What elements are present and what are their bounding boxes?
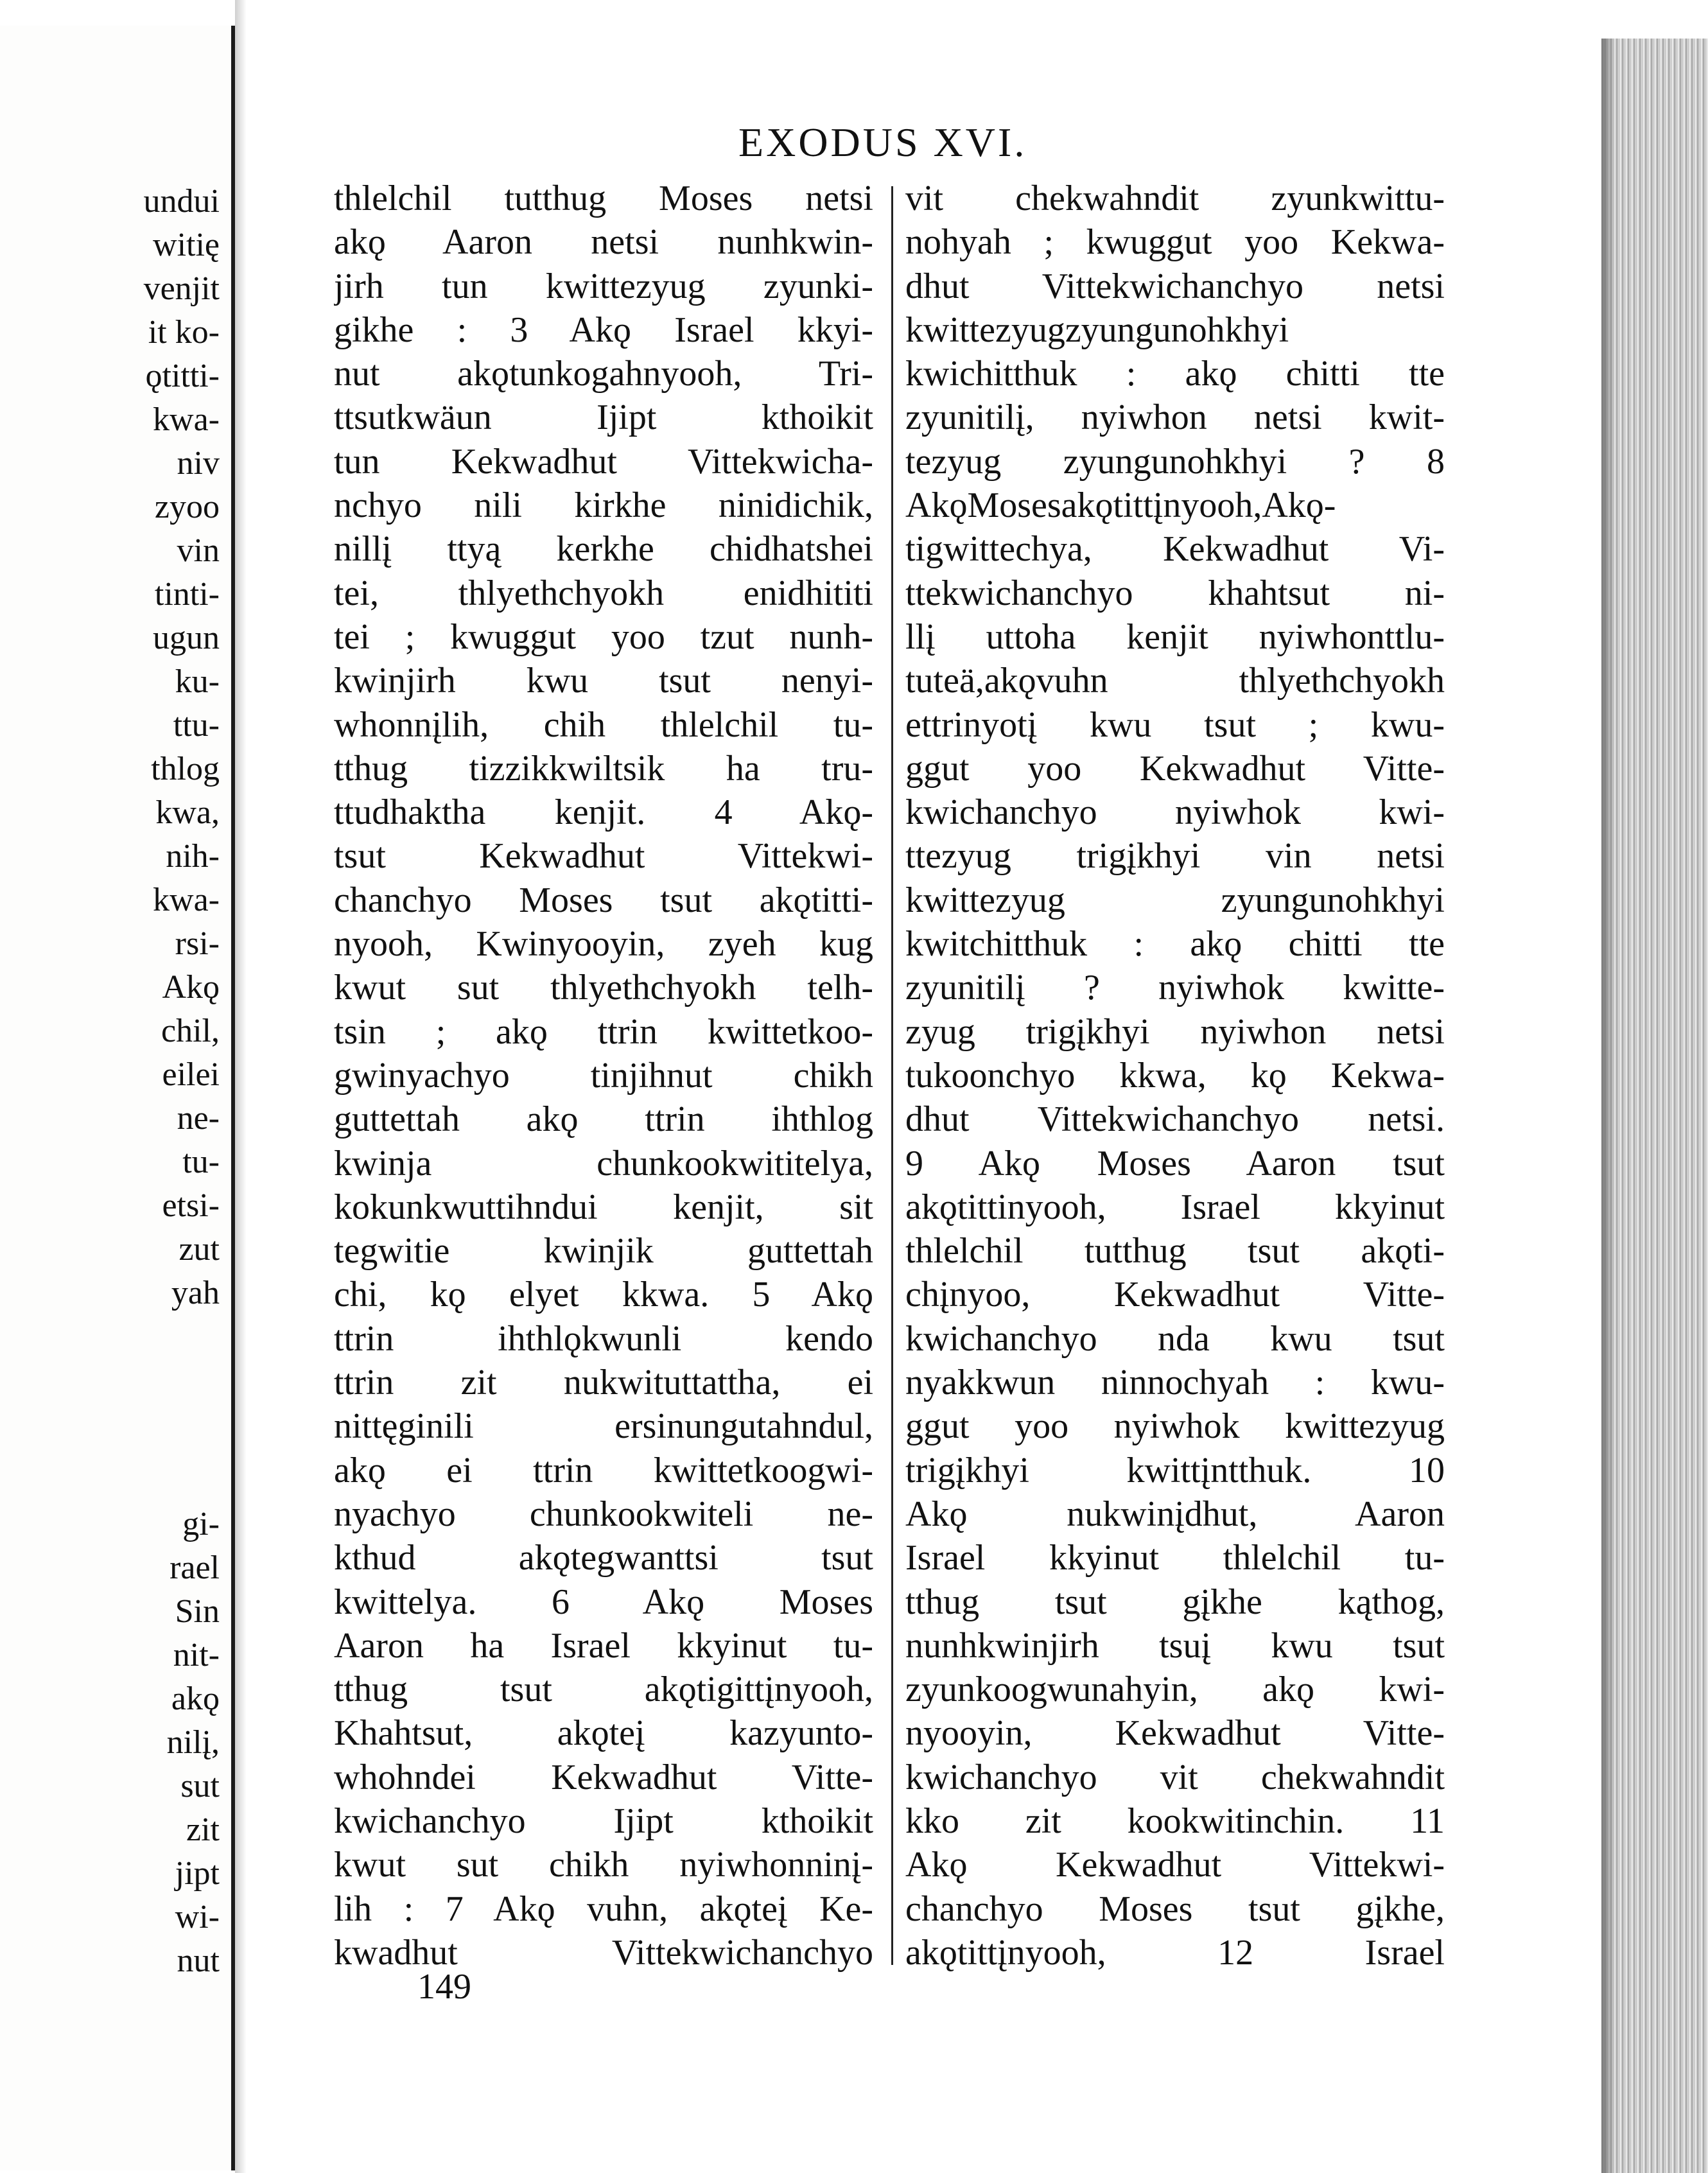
text-line: kwa- — [153, 401, 220, 438]
text-line: guttettah akǫ ttrin ihthlog — [334, 1099, 873, 1140]
text-line: venjit — [143, 270, 220, 307]
text-line: chi, kǫ elyet kkwa. 5 Akǫ — [334, 1275, 873, 1315]
text-line: tukoonchyo kkwa, kǫ Kekwa- — [905, 1055, 1445, 1095]
page-edges — [1601, 39, 1708, 2173]
text-line: gwinyachyo tinjihnut chikh — [334, 1055, 873, 1095]
text-line: nit- — [173, 1637, 220, 1673]
text-line: yah — [171, 1275, 220, 1311]
text-line: vin — [177, 532, 220, 569]
text-line: kwa- — [153, 882, 220, 918]
text-line: chil, — [161, 1013, 220, 1049]
text-line: tezyug zyungunohkhyi ? 8 — [905, 441, 1445, 482]
previous-page-text-lower — [1, 1503, 220, 1983]
text-line: thlog — [151, 751, 220, 787]
text-line: tigwittechya, Kekwadhut Vi- — [905, 529, 1445, 570]
text-line: nut akǫtunkogahnyooh, Tri- — [334, 354, 873, 394]
text-line: tthug tsut akǫtigittįnyooh, — [334, 1670, 873, 1710]
text-line: akǫtittįnyooh, 12 Israel — [905, 1932, 1445, 1973]
text-line: ttsutkwäun Ijipt kthoikit — [334, 397, 873, 438]
text-line: thlelchil tutthug tsut akǫti- — [905, 1231, 1445, 1271]
text-line: rsi- — [175, 925, 220, 962]
text-line: nyooh, Kwinyooyin, zyeh kug — [334, 924, 873, 964]
text-line: kthud akǫtegwanttsi tsut — [334, 1538, 873, 1578]
text-line: nut — [177, 1942, 220, 1979]
text-line: chįnyoo, Kekwadhut Vitte- — [905, 1275, 1445, 1315]
text-line: tu- — [182, 1144, 220, 1180]
text-line: llį uttoha kenjit nyiwhonttlu- — [905, 616, 1445, 657]
text-line: nunhkwinjirh tsuį kwu tsut — [905, 1625, 1445, 1666]
text-line: niv — [177, 445, 220, 482]
text-line: ggut yoo nyiwhok kwittezyug — [905, 1406, 1445, 1447]
text-line: tei ; kwuggut yoo tzut nunh- — [334, 616, 873, 657]
text-line: kwut sut thlyethchyokh telh- — [334, 968, 873, 1008]
text-line: nyooyin, Kekwadhut Vitte- — [905, 1713, 1445, 1754]
text-line: Akǫ Kekwadhut Vittekwi- — [905, 1845, 1445, 1885]
text-line: Akǫ — [162, 969, 220, 1006]
text-line: ggut yoo Kekwadhut Vitte- — [905, 748, 1445, 789]
text-line: tsin ; akǫ ttrin kwittetkoo- — [334, 1011, 873, 1052]
text-line: Khahtsut, akǫteį kazyunto- — [334, 1713, 873, 1754]
text-line: ttudhaktha kenjit. 4 Akǫ- — [334, 792, 873, 833]
text-line: kwitchitthuk : akǫ chitti tte — [905, 924, 1445, 964]
text-line: kwichanchyo Ijipt kthoikit — [334, 1801, 873, 1841]
text-line: zyug trigįkhyi nyiwhon netsi — [905, 1011, 1445, 1052]
text-line: wi- — [175, 1899, 220, 1935]
previous-page-text-upper — [1, 180, 220, 1315]
text-line: jirh tun kwittezyug zyunki- — [334, 266, 873, 306]
text-line: 9 Akǫ Moses Aaron tsut — [905, 1143, 1445, 1183]
text-line: tei, thlyethchyokh enidhititi — [334, 573, 873, 613]
text-line: akǫ ei ttrin kwittetkoogwi- — [334, 1450, 873, 1490]
text-line: tun Kekwadhut Vittekwicha- — [334, 441, 873, 482]
text-line: jipt — [175, 1855, 220, 1892]
book-gutter — [235, 0, 247, 2173]
text-line: kwittezyugzyungunohkhyi — [905, 310, 1289, 350]
text-line: ttekwichanchyo khahtsut ni- — [905, 573, 1445, 613]
text-line: it ko- — [148, 314, 220, 351]
page-edge-shadow — [1601, 39, 1616, 2173]
text-line: nilį, — [166, 1724, 220, 1761]
text-line: AkǫMosesakǫtittįnyooh,Akǫ- — [905, 485, 1336, 526]
text-line: tegwitie kwinjik guttettah — [334, 1231, 873, 1271]
text-line: dhut Vittekwichanchyo netsi — [905, 266, 1445, 306]
text-line: eilei — [162, 1056, 220, 1093]
text-line: trigįkhyi kwittįntthuk. 10 — [905, 1450, 1445, 1490]
text-line: ku- — [175, 663, 220, 700]
text-line: whohndei Kekwadhut Vitte- — [334, 1757, 873, 1797]
text-line: kwadhut Vittekwichanchyo — [334, 1932, 873, 1973]
text-line: tthug tizzikkwiltsik ha tru- — [334, 748, 873, 789]
running-head: EXODUS XVI. — [738, 119, 1027, 165]
text-line: lih : 7 Akǫ vuhn, akǫteį Ke- — [334, 1889, 873, 1929]
text-line: etsi- — [162, 1187, 220, 1224]
text-line: nchyo nili kirkhe ninidichik, — [334, 485, 873, 526]
text-line: ttezyug trigįkhyi vin netsi — [905, 836, 1445, 877]
text-line: ttrin ihthlǫkwunli kendo — [334, 1318, 873, 1359]
text-line: kwichanchyo vit chekwahndit — [905, 1757, 1445, 1797]
text-line: gi- — [182, 1506, 220, 1542]
text-line: dhut Vittekwichanchyo netsi. — [905, 1099, 1445, 1140]
right-text-column — [905, 177, 1445, 1975]
text-line: ttrin zit nukwituttattha, ei — [334, 1363, 873, 1403]
text-line: kwinjirh kwu tsut nenyi- — [334, 661, 873, 701]
text-line: tinti- — [154, 576, 220, 613]
text-line: tuteä,akǫvuhn thlyethchyokh — [905, 661, 1445, 701]
text-line: rael — [170, 1549, 220, 1586]
text-line: chanchyo Moses tsut gįkhe, — [905, 1889, 1445, 1929]
text-line: zut — [179, 1231, 220, 1268]
text-line: ne- — [177, 1100, 220, 1137]
text-line: chanchyo Moses tsut akǫtitti- — [334, 880, 873, 920]
text-line: zyunitilį, nyiwhon netsi kwit- — [905, 397, 1445, 438]
text-line: nih- — [166, 838, 220, 875]
text-line: nyakkwun ninnochyah : kwu- — [905, 1363, 1445, 1403]
text-line: kokunkwuttihndui kenjit, sit — [334, 1187, 873, 1227]
text-line: nohyah ; kwuggut yoo Kekwa- — [905, 222, 1445, 263]
text-line: witię — [153, 227, 220, 263]
text-line: nyachyo chunkookwiteli ne- — [334, 1494, 873, 1534]
text-line: undui — [143, 183, 220, 220]
text-line: zit — [186, 1811, 220, 1848]
text-line: zyoo — [154, 489, 220, 525]
text-line: kwittelya. 6 Akǫ Moses — [334, 1582, 873, 1622]
text-line: kwinja chunkookwititelya, — [334, 1143, 873, 1183]
text-line: tthug tsut gįkhe kąthog, — [905, 1582, 1445, 1622]
column-rule — [891, 186, 893, 1965]
text-line: kwichitthuk : akǫ chitti tte — [905, 354, 1445, 394]
text-line: ugun — [153, 620, 220, 656]
text-line: gikhe : 3 Akǫ Israel kkyi- — [334, 310, 873, 350]
text-line: kwichanchyo nyiwhok kwi- — [905, 792, 1445, 833]
previous-page — [0, 26, 235, 2170]
text-line: Israel kkyinut thlelchil tu- — [905, 1538, 1445, 1578]
text-line: vit chekwahndit zyunkwittu- — [905, 179, 1445, 218]
text-line: kko zit kookwitinchin. 11 — [905, 1801, 1445, 1841]
text-line: akǫ Aaron netsi nunhkwin- — [334, 222, 873, 263]
text-line: kwa, — [155, 794, 220, 831]
text-line: thlelchil tutthug Moses netsi — [334, 179, 873, 218]
text-line: ǫtitti- — [145, 358, 220, 394]
text-line: sut — [180, 1768, 220, 1804]
text-line: tsut Kekwadhut Vittekwi- — [334, 836, 873, 877]
text-line: nittęginili ersinungutahndul, — [334, 1406, 873, 1447]
text-line: kwittezyug zyungunohkhyi — [905, 880, 1445, 920]
text-line: nillį ttyą kerkhe chidhatshei — [334, 529, 873, 570]
left-text-column — [334, 177, 873, 1975]
text-line: ttu- — [173, 707, 220, 744]
text-line: kwut sut chikh nyiwhonninį- — [334, 1845, 873, 1885]
text-line: Sin — [175, 1593, 220, 1630]
text-line: kwichanchyo nda kwu tsut — [905, 1318, 1445, 1359]
text-line: zyunitilį ? nyiwhok kwitte- — [905, 968, 1445, 1008]
text-line: akǫ — [171, 1680, 220, 1717]
text-line: zyunkoogwunahyin, akǫ kwi- — [905, 1670, 1445, 1710]
text-line: Aaron ha Israel kkyinut tu- — [334, 1625, 873, 1666]
text-line: whonnįlih, chih thlelchil tu- — [334, 704, 873, 745]
text-line: Akǫ nukwinįdhut, Aaron — [905, 1494, 1445, 1534]
text-line: ettrinyotį kwu tsut ; kwu- — [905, 704, 1445, 745]
text-line: akǫtittinyooh, Israel kkyinut — [905, 1187, 1445, 1227]
page-number: 149 — [417, 1967, 471, 2007]
